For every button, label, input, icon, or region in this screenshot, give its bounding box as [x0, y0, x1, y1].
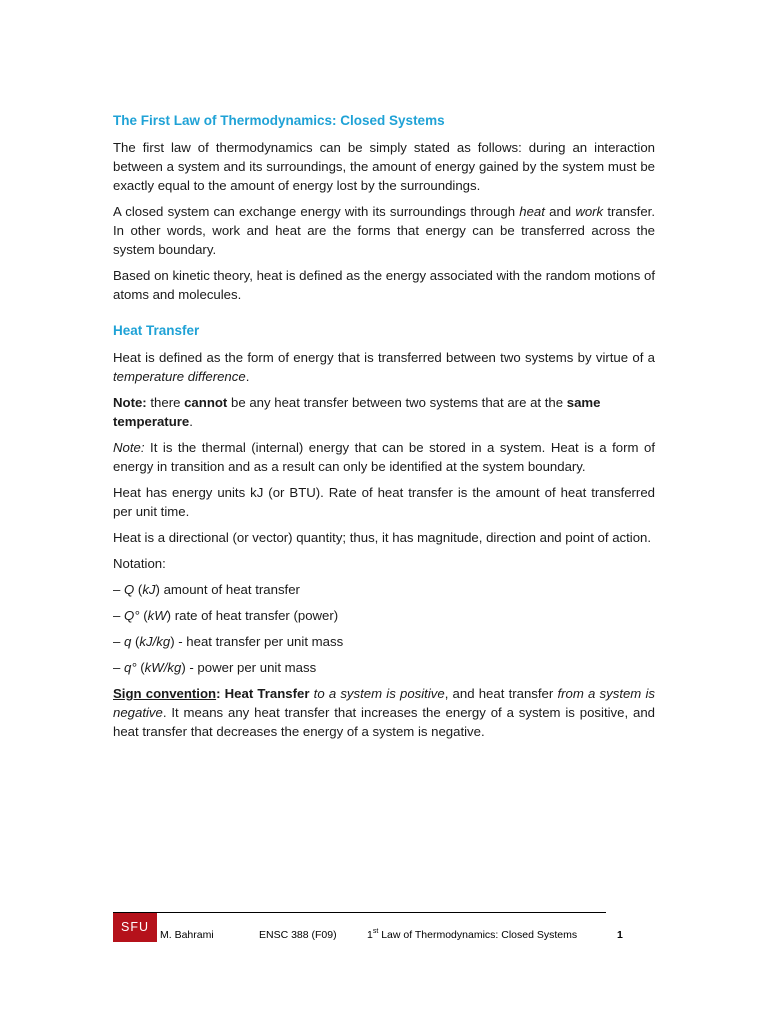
footer-page-number: 1 — [617, 929, 623, 941]
footer-title — [367, 928, 577, 942]
dash: – — [113, 634, 124, 649]
unit: kJ — [142, 582, 156, 597]
footer-rule — [113, 912, 606, 913]
sfu-logo: SFU — [113, 913, 157, 942]
text: ( — [134, 582, 143, 597]
paragraph-closed-system — [113, 202, 655, 259]
text: ( — [139, 608, 148, 623]
paragraph-heat-directional: Heat is a directional (or vector) quantity; thus, it has magnitude, direction and point of action. — [113, 530, 652, 545]
text: It is the thermal (internal) energy that can be stored in a system. Heat is a form of energy in transition and as a result can only be identified at the system boundary. — [113, 440, 655, 474]
emphasis-work: work — [575, 204, 604, 219]
footer-author: M. Bahrami — [160, 929, 214, 941]
notation-item — [113, 606, 655, 625]
paragraph-heat-definition — [113, 348, 655, 386]
text: Heat is defined as the form of energy that is transferred between two systems by virtue of a — [113, 350, 655, 365]
sign-convention-label: Sign convention — [113, 686, 217, 701]
notation-list — [113, 580, 655, 677]
note-label: Note: — [113, 395, 147, 410]
text: ( — [131, 634, 140, 649]
dash: – — [113, 660, 124, 675]
footer-course: ENSC 388 (F09) — [259, 929, 337, 941]
text: ( — [136, 660, 145, 675]
symbol: Q° — [124, 608, 140, 623]
symbol: q° — [124, 660, 137, 675]
text: . — [189, 414, 193, 429]
notation-item — [113, 658, 655, 677]
emphasis-same-temperature: same temperature — [113, 395, 601, 429]
dash: – — [113, 608, 124, 623]
note-thermal-energy — [113, 438, 655, 476]
text: : Heat Transfer — [216, 686, 314, 701]
unit: kW — [147, 608, 167, 623]
title-text: Law of Thermodynamics: Closed Systems — [378, 929, 578, 941]
note-label: Note: — [113, 440, 145, 455]
text: . It means any heat transfer that increases the energy of a system is positive, and heat transfer that decreases the energy of a system is negative. — [113, 705, 655, 739]
description: ) - heat transfer per unit mass — [170, 634, 344, 649]
paragraph-first-law-statement: The first law of thermodynamics can be simply stated as follows: during an interaction between a system and its surroundings, the amount of energy gained by the system must be exactly equal to the amount of energy lost by the surroundings. — [113, 140, 655, 193]
notation-label: Notation: — [113, 556, 166, 571]
text: A closed system can exchange energy with its surroundings through — [113, 204, 520, 219]
text: be any heat transfer between two systems that are at the — [227, 395, 567, 410]
document-body — [113, 100, 655, 741]
paragraph-heat-units: Heat has energy units kJ (or BTU). Rate of heat transfer is the amount of heat transferred per unit time. — [113, 485, 655, 519]
title-superscript: st — [372, 928, 379, 935]
section-heading-heat-transfer: Heat Transfer — [113, 323, 200, 338]
text: and — [544, 204, 576, 219]
unit: kW/kg — [144, 660, 182, 675]
notation-item — [113, 632, 655, 651]
symbol: q — [124, 634, 132, 649]
description: ) rate of heat transfer (power) — [166, 608, 339, 623]
title-number: 1 — [367, 929, 373, 941]
note-same-temperature — [113, 393, 655, 431]
description: ) - power per unit mass — [181, 660, 317, 675]
notation-item — [113, 580, 655, 599]
symbol: Q — [124, 582, 135, 597]
paragraph-sign-convention — [113, 684, 655, 741]
paragraph-kinetic-theory: Based on kinetic theory, heat is defined as the energy associated with the random motions of atoms and molecules. — [113, 268, 655, 302]
emphasis-from-system: from a system is negative — [113, 686, 655, 720]
unit: kJ/kg — [139, 634, 171, 649]
description: ) amount of heat transfer — [155, 582, 300, 597]
emphasis-heat: heat — [519, 204, 545, 219]
emphasis-temperature-difference: temperature difference — [113, 369, 246, 384]
section-heading-first-law: The First Law of Thermodynamics: Closed Systems — [113, 113, 445, 128]
text: there — [146, 395, 185, 410]
text: transfer. In other words, work and heat are the forms that energy can be transferred across the system boundary. — [113, 204, 655, 257]
emphasis-cannot: cannot — [184, 395, 228, 410]
page-footer — [113, 912, 623, 942]
dash: – — [113, 582, 124, 597]
emphasis-to-system: to a system is positive — [313, 686, 445, 701]
text: . — [245, 369, 250, 384]
text: , and heat transfer — [444, 686, 558, 701]
